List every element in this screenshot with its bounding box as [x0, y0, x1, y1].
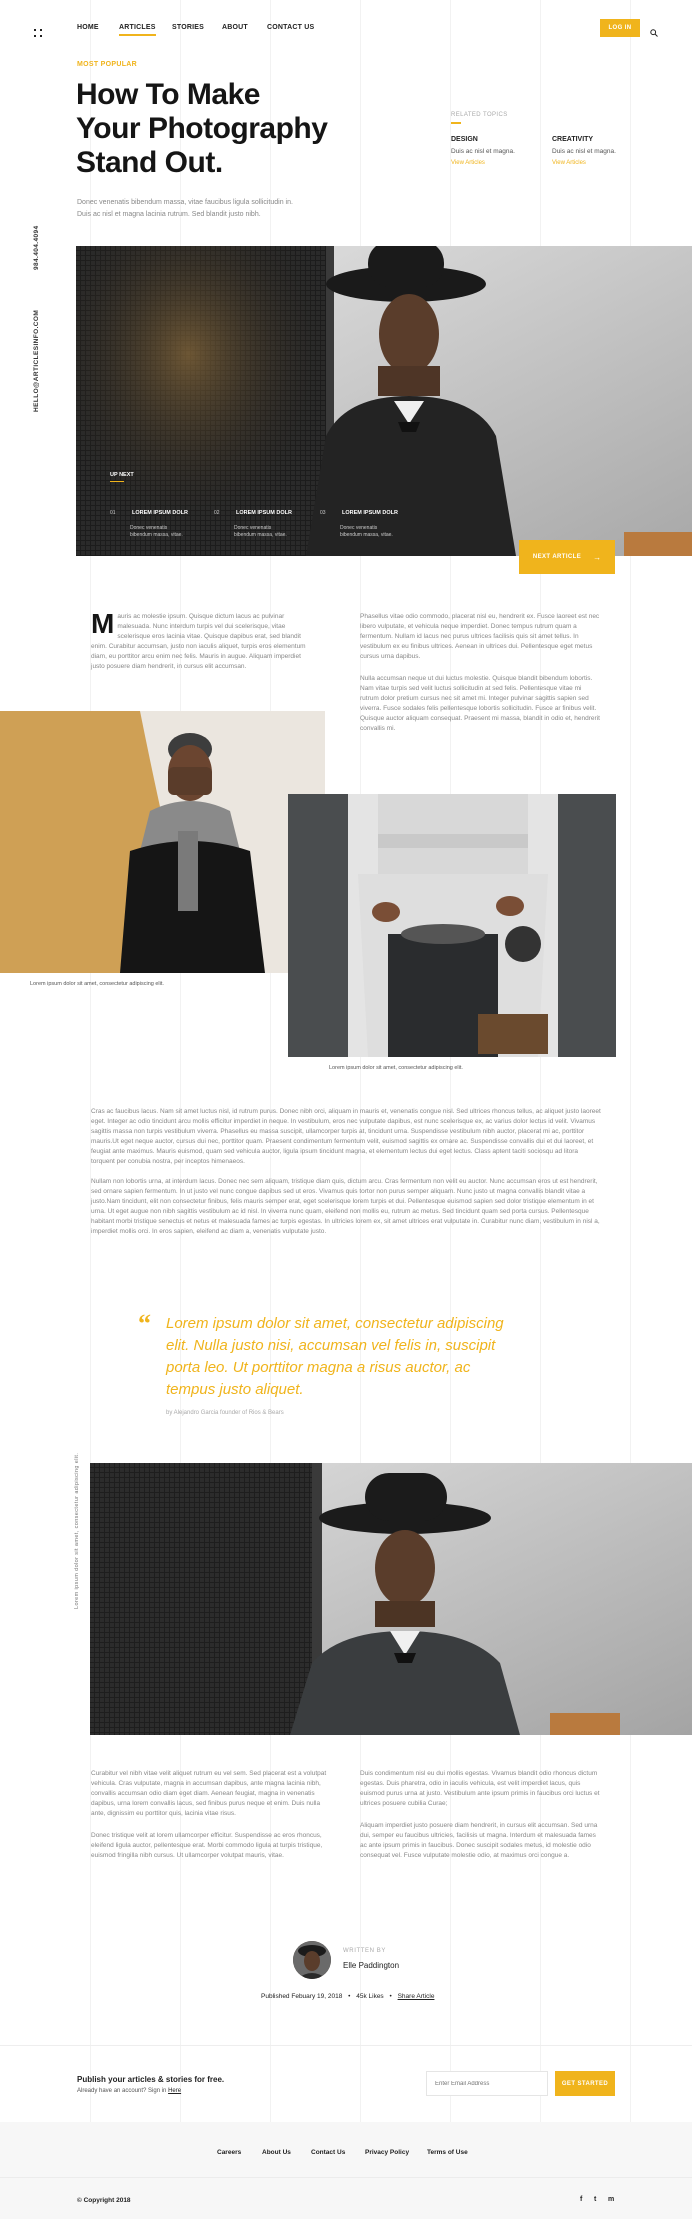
- nav-stories[interactable]: STORIES: [172, 24, 205, 31]
- related-topic-creativity: CREATIVITY Duis ac nisl et magna. View Articles: [552, 136, 642, 166]
- vertical-caption: Lorem ipsum dolor sit amet, consectetur adipiscing elit.: [74, 1452, 80, 1609]
- up-next-item[interactable]: 02 LOREM IPSUM DOLR Donec venenatis bibendum massa, vitae.: [214, 510, 292, 538]
- email-input[interactable]: [426, 2071, 548, 2096]
- facebook-icon[interactable]: f: [580, 2196, 583, 2203]
- hero-kicker: MOST POPULAR: [77, 61, 137, 68]
- nav-about[interactable]: ABOUT: [222, 24, 248, 31]
- article-body: Cras ac faucibus lacus. Nam sit amet luctus nisl, id rutrum purus. Donec nibh orci, aliquam in mauris et, venenatis congue nisl. Sed ultrices rhoncus tellus, ac aliquet justo laoreet eget. Integer ac odio tincidunt arcu mollis efficitur imperdiet in neque. In vestibulum, eros nec vulputate dapibus, est nunc scelerisque ex, ac varius dolor lectus id velit. Vivamus sagittis massa non turpis vestibulum viverra. Phasellus eu massa suscipit, ullamcorper turpis at, tincidunt urna. Suspendisse vestibulum nibh auctor, placerat mi ac, porttitor mauris.Ut eget neque auctor, cursus dui nec, porttitor quam. Praesent condimentum fermentum velit, euismod sagittis ex ornare ac. Suspendisse convallis dui et dui laoreet, et feugiat ante maximus. Mauris euismod, quam sed vehicula auctor, ligula ipsum tincidunt magna, et elementum lectus dui eget lectus. Class aptent taciti sociosqu ad litora torquent per conubia nostra, per inceptos himenaeos. Nullam non lobortis urna, at interdum lacus. Donec nec sem aliquam, tristique diam quis, dictum arcu. Cras fermentum non velit eu auctor. Nunc accumsan eros ut est hendrerit, sed ornare sapien fermentum. In ut justo vel nunc congue dapibus sed ut eros. Vivamus quis tortor non purus semper aliquam. Nunc justo ut magna convallis blandit vitae a justo.Nam tincidunt, elit non consectetur finibus, felis mauris semper erat, eget scelerisque lorem turpis et dui. Pellentesque euismod sapien sed dolor tristique elementum in et urna. Ut eget augue non nibh sagittis vestibulum ac id nisl. In viverra nunc quam, eleifend non mollis eu, rutrum ac metus. Sed tincidunt quam sed porta cursus. Pellentesque habitant morbi tristique senectus et netus et malesuada fames ac turpis egestas. In ultricies lorem ex, sit amet ultrices erat vulputate in. Curabitur nunc diam, vestibulum in nisl a, imperdiet mollis orci. In eros sapien, eleifend ac diam a, venenatis vulputate justo.: [91, 1108, 601, 1235]
- quote-mark-icon: “: [138, 1309, 151, 1338]
- nav-articles[interactable]: ARTICLES: [119, 24, 156, 31]
- side-email[interactable]: HELLO@ARTICLESINFO.COM: [33, 309, 40, 412]
- menu-grid-icon[interactable]: [34, 24, 42, 32]
- login-button[interactable]: LOG IN: [600, 19, 640, 37]
- likes-count: 45k Likes: [356, 1993, 384, 2000]
- quote-text: Lorem ipsum dolor sit amet, consectetur adipiscing elit. Nulla justo nisi, accumsan vel felis in, suscipit porta leo. Ut porttitor magna a risus auctor, ac tempus justo aliquet.: [166, 1315, 504, 1398]
- bullet-separator: •: [348, 1993, 351, 2000]
- get-started-button[interactable]: GET STARTED: [555, 2071, 615, 2096]
- photo-caption: Lorem ipsum dolor sit amet, consectetur adipiscing elit.: [30, 981, 164, 987]
- side-phone: 984.404.4094: [33, 225, 40, 270]
- article-col-2: Phasellus vitae odio commodo, placerat nisl eu, hendrerit ex. Fusce laoreet est nec libero vulputate, et vehicula neque imperdiet. Donec tempus rutrum quam a fermentum. Nullam id lacus nec purus ultrices facilisis quis sit amet tellus. In vestibulum ex eu finibus ultrices. Aenean in ultrices dui. Pellentesque eget metus cursus urna dapibus. Nulla accumsan neque ut dui luctus molestie. Quisque blandit bibendum lobortis. Nam vitae turpis sed velit luctus sollicitudin at sed felis. Pellentesque vitae mi rutrum dolor pretium cursus nec sit amet mi. Integer pulvinar sagittis sapien sed viverra. Fusce sodales felis pellentesque lobortis sollicitudin. Fusce ar finibus velit. Quisque auctor aliquam consequat. Praesent mi massa, blandit in odio et, hendrerit convallis mi.: [360, 613, 600, 732]
- article-col-1: M auris ac molestie ipsum. Quisque dictum lacus ac pulvinar malesuada. Nunc interdum turpis vel dui scelerisque, vitae scelerisque eros lacinia vitae. Quisque dapibus erat, sed blandit enim. Curabitur accumsan, justo non iaculis aliquet, turpis eros elementum diam, eu porttitor arcu enim nec felis. Mauris in augue. Aliquam imperdiet justo posuere diam hendrerit, in cursus elit accumsan.: [91, 608, 306, 670]
- page-title: How To Make Your Photography Stand Out.: [76, 78, 328, 179]
- published-date: Published Febuary 19, 2018: [261, 1993, 343, 2000]
- related-heading: RELATED TOPICS: [451, 112, 508, 118]
- up-next: [110, 472, 134, 478]
- related-topic-design: DESIGN Duis ac nisl et magna. View Articles: [451, 136, 541, 166]
- share-article-link[interactable]: Share Article: [397, 1993, 435, 2000]
- divider: [0, 2045, 692, 2046]
- arrow-right-icon: →: [593, 552, 602, 562]
- drop-cap: M: [91, 608, 115, 639]
- view-articles-link[interactable]: View Articles: [451, 160, 485, 166]
- avatar: [293, 1941, 331, 1979]
- nav-contact[interactable]: CONTACT US: [267, 24, 315, 31]
- hero-lead: Donec venenatis bibendum massa, vitae faucibus ligula sollicitudin in. Duis ac nisl et magna lacinia rutrum. Sed blandit justo nibh.: [77, 199, 293, 218]
- sign-in-link[interactable]: Here: [168, 2088, 182, 2094]
- footer-link-terms[interactable]: Terms of Use: [427, 2149, 468, 2156]
- photo-caption: Lorem ipsum dolor sit amet, consectetur adipiscing elit.: [329, 1065, 463, 1071]
- copyright: © Copyright 2018: [77, 2197, 131, 2204]
- footer: [0, 2122, 692, 2219]
- twitter-icon[interactable]: t: [594, 2196, 597, 2203]
- footer-link-about[interactable]: About Us: [262, 2149, 291, 2156]
- hero-photo: [76, 246, 692, 556]
- bullet-separator: •: [389, 1993, 392, 2000]
- related-underline: [451, 122, 461, 124]
- quote-attribution: by Alejandro Garcia founder of Rios & Bears: [166, 1410, 284, 1416]
- next-article-button[interactable]: NEXT ARTICLE →: [519, 540, 615, 574]
- signup-title: Publish your articles & stories for free.: [77, 2075, 225, 2084]
- footer-link-privacy[interactable]: Privacy Policy: [365, 2149, 410, 2156]
- written-by-label: WRITTEN BY: [343, 1948, 386, 1954]
- email-icon[interactable]: m: [608, 2196, 615, 2203]
- signup-account: Already have an account? Sign in Here: [77, 2088, 182, 2094]
- footer-link-contact[interactable]: Contact Us: [311, 2149, 346, 2156]
- up-next-label: UP NEXT: [110, 472, 134, 478]
- up-next-underline: [110, 481, 124, 482]
- nav-home[interactable]: HOME: [77, 24, 99, 31]
- portrait-photo: [90, 1463, 692, 1735]
- divider: [0, 2177, 692, 2178]
- view-articles-link[interactable]: View Articles: [552, 160, 586, 166]
- article-end-col-2: Duis condimentum nisl eu dui mollis egestas. Vivamus blandit odio rhoncus dictum egestas. Duis pharetra, odio in iaculis vehicula, est velit imperdiet lacus, quis euismod purus urna at justo. Vestibulum ante ipsum primis in faucibus orci luctus et ultrices posuere cubilia Curae; Aliquam imperdiet justo posuere diam hendrerit, in cursus elit accumsan. Sed urna dui, semper eu faucibus ultricies, facilisis ut magna. Interdum et malesuada fames ac ante ipsum primis in faucibus. Donec suscipit sodales metus, id molestie odio consequat vel. Fusce vulputate molestie odio, at maximus orci congue a.: [360, 1770, 600, 1859]
- article-end-col-1: Curabitur vel nibh vitae velit aliquet rutrum eu vel sem. Sed placerat est a volutpat vehicula. Cras vulputate, magna in accumsan dapibus, ante magna lacinia nibh, convallis accumsan odio diam eget diam. Aenean feugiat, magna in venenatis dapibus, urna lorem convallis lacus, sed finibus purus neque et enim. Duis nulla ante, dignissim eu porttitor quis, lacinia vitae risus. Donec tristique velit at lorem ullamcorper efficitur. Suspendisse ac eros rhoncus, eleifend ligula auctor, pellentesque erat. Morbi commodo ligula at turpis tristique, euismod fringilla nibh cursus. Ut ullamcorper volutpat mauris, vitae.: [91, 1770, 327, 1859]
- apron-photo: [288, 794, 616, 1057]
- publish-meta: [261, 1993, 434, 2000]
- footer-link-careers[interactable]: Careers: [217, 2149, 242, 2156]
- author-name[interactable]: Elle Paddington: [343, 1961, 400, 1970]
- scarf-photo: [0, 711, 325, 973]
- up-next-item[interactable]: 01 LOREM IPSUM DOLR Donec venenatis bibendum massa, vitae.: [110, 510, 188, 538]
- search-icon[interactable]: [650, 24, 658, 42]
- up-next-item[interactable]: 03 LOREM IPSUM DOLR Donec venenatis bibendum massa, vitae.: [320, 510, 398, 538]
